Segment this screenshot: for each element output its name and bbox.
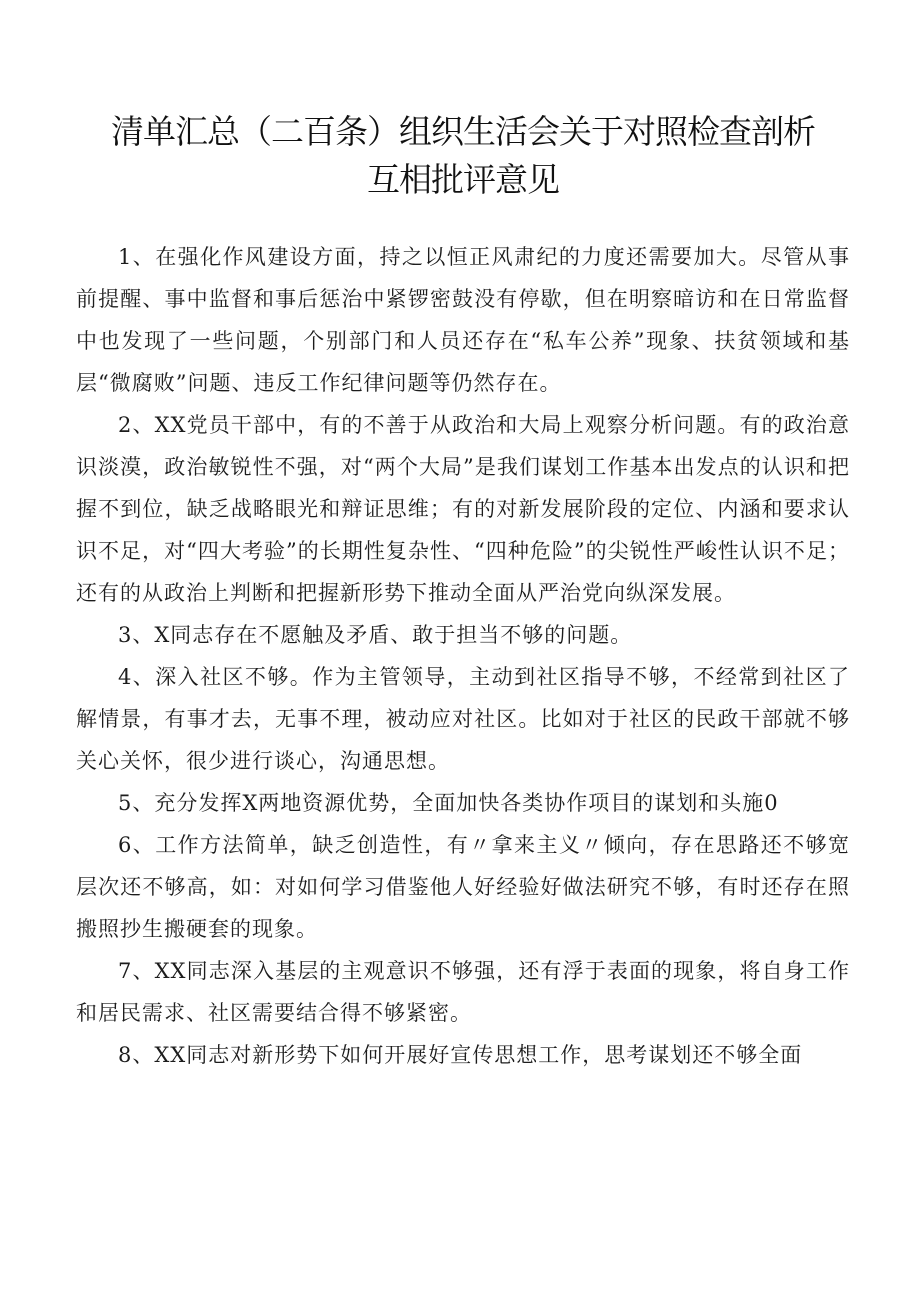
paragraph-6: 6、工作方法简单，缺乏创造性，有〃拿来主义〃倾向，存在思路还不够宽层次还不够高，如：对如何学习借鉴他人好经验好做法研究不够，有时还存在照搬照抄生搬硬套的现象。 xyxy=(76,833,850,941)
paragraph-2: 2、XX党员干部中，有的不善于从政治和大局上观察分析问题。有的政治意识淡漠，政治敏锐性不强，对“两个大局”是我们谋划工作基本出发点的认识和把握不到位，缺乏战略眼光和辩证思维；有的对新发展阶段的定位、内涵和要求认识不足，对“四大考验”的长期性复杂性、“四种危险”的尖锐性严峻性认识不足；还有的从政治上判断和把握新形势下推动全面从严治党向纵深发展。 xyxy=(76,413,850,605)
paragraph-1: 1、在强化作风建设方面，持之以恒正风肃纪的力度还需要加大。尽管从事前提醒、事中监督和事后惩治中紧锣密鼓没有停歇，但在明察暗访和在日常监督中也发现了一些问题，个别部门和人员还存在“私车公养”现象、扶贫领域和基层“微腐败”问题、违反工作纪律问题等仍然存在。 xyxy=(76,245,850,395)
document-title xyxy=(76,108,850,204)
paragraph-8: 8、XX同志对新形势下如何开展好宣传思想工作，思考谋划还不够全面 xyxy=(118,1043,803,1067)
paragraph-3: 3、X同志存在不愿触及矛盾、敢于担当不够的问题。 xyxy=(118,623,633,647)
paragraph-5: 5、充分发挥X两地资源优势，全面加快各类协作项目的谋划和头施0 xyxy=(118,791,779,815)
document-body xyxy=(76,236,850,1076)
paragraph-4: 4、深入社区不够。作为主管领导，主动到社区指导不够，不经常到社区了解情景，有事才去，无事不理，被动应对社区。比如对于社区的民政干部就不够关心关怀，很少进行谈心，沟通思想。 xyxy=(76,665,850,773)
title-line-2: 互相批评意见 xyxy=(367,160,559,199)
paragraph-7: 7、XX同志深入基层的主观意识不够强，还有浮于表面的现象，将自身工作和居民需求、社区需要结合得不够紧密。 xyxy=(76,959,850,1025)
title-line-1: 清单汇总（二百条）组织生活会关于对照检查剖析 xyxy=(111,112,815,151)
